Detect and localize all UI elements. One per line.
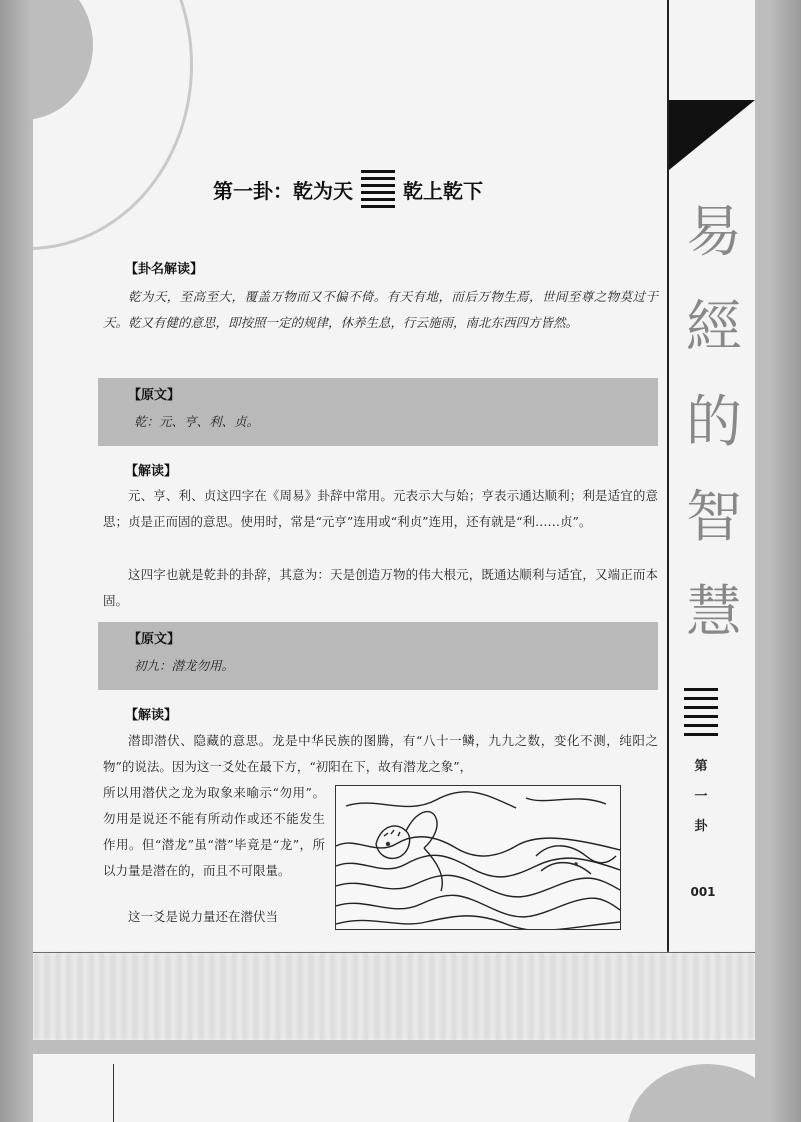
chapter-label-char: 第 [694, 759, 708, 774]
chapter-label [691, 752, 711, 842]
dragon-illustration [335, 785, 621, 930]
book-page [33, 0, 755, 1040]
chapter-label-char: 卦 [694, 819, 708, 834]
section-label-original: 【原文】 [128, 632, 181, 647]
margin-rule [667, 0, 669, 952]
section-label-original: 【原文】 [128, 388, 181, 403]
book-title-char: 易 [686, 200, 742, 265]
dragon-waves-image [336, 786, 620, 929]
section-label-name: 【卦名解读】 [125, 262, 204, 277]
section-label-interpretation: 【解读】 [125, 708, 178, 723]
book-title-char: 慧 [686, 580, 742, 645]
heading-title: 第一卦：乾为天 [213, 178, 353, 203]
book-title-char: 經 [686, 295, 742, 360]
original-text-block-1 [98, 378, 658, 446]
next-page-circle [627, 1064, 755, 1122]
original-text-1: 乾：元、亨、利、贞。 [134, 414, 260, 429]
next-page-rule [113, 1064, 114, 1122]
page-number: 001 [690, 885, 716, 899]
original-text-block-2 [98, 622, 658, 690]
qian-hexagram-icon [361, 170, 395, 208]
interpretation-text-1a: 元、亨、利、贞这四字在《周易》卦辞中常用。元表示大与始；亨表示通达顺利；利是适宜的意思；贞是正而固的意思。使用时，常是“元亨”连用或“利贞”连用，还有就是“利……贞”。 [103, 488, 658, 529]
heading-subtitle: 乾上乾下 [403, 178, 483, 203]
section-label-interpretation: 【解读】 [125, 464, 178, 479]
interpretation-text-1b: 这四字也就是乾卦的卦辞，其意为：天是创造万物的伟大根元，既通达顺利与适宜，又端正而本固。 [103, 567, 658, 608]
blurred-footer-text [33, 953, 755, 1040]
corner-triangle [669, 100, 755, 170]
chapter-label-char: 一 [694, 789, 708, 804]
book-title-char: 智 [686, 485, 742, 550]
book-title-vertical [679, 185, 749, 660]
name-interpretation-text: 乾为天，至高至大，覆盖万物而又不偏不倚。有天有地，而后万物生焉，世间至尊之物莫过于天。乾又有健的意思，即按照一定的规律，休养生息，行云施雨，南北东西四方皆然。 [103, 289, 658, 330]
book-title-char: 的 [686, 390, 742, 455]
interpretation-text-2c: 这一爻是说力量还在潜伏当 [128, 909, 279, 924]
original-text-2: 初九：潜龙勿用。 [134, 658, 235, 673]
next-page-preview [33, 1054, 755, 1122]
qian-hexagram-icon [684, 688, 718, 742]
page-title [213, 168, 483, 210]
interpretation-text-2a: 潜即潜伏、隐藏的意思。龙是中华民族的图腾，有“八十一鳞，九九之数，变化不测，纯阳之物”的说法。因为这一爻处在最下方，“初阳在下，故有潜龙之象”， [103, 733, 658, 774]
interpretation-text-2b: 所以用潜伏之龙为取象来喻示“勿用”。勿用是说还不能有所动作或还不能发生作用。但“潜龙”虽“潜”毕竟是“龙”，所以力量是潜在的，而且不可限量。 [103, 785, 325, 878]
